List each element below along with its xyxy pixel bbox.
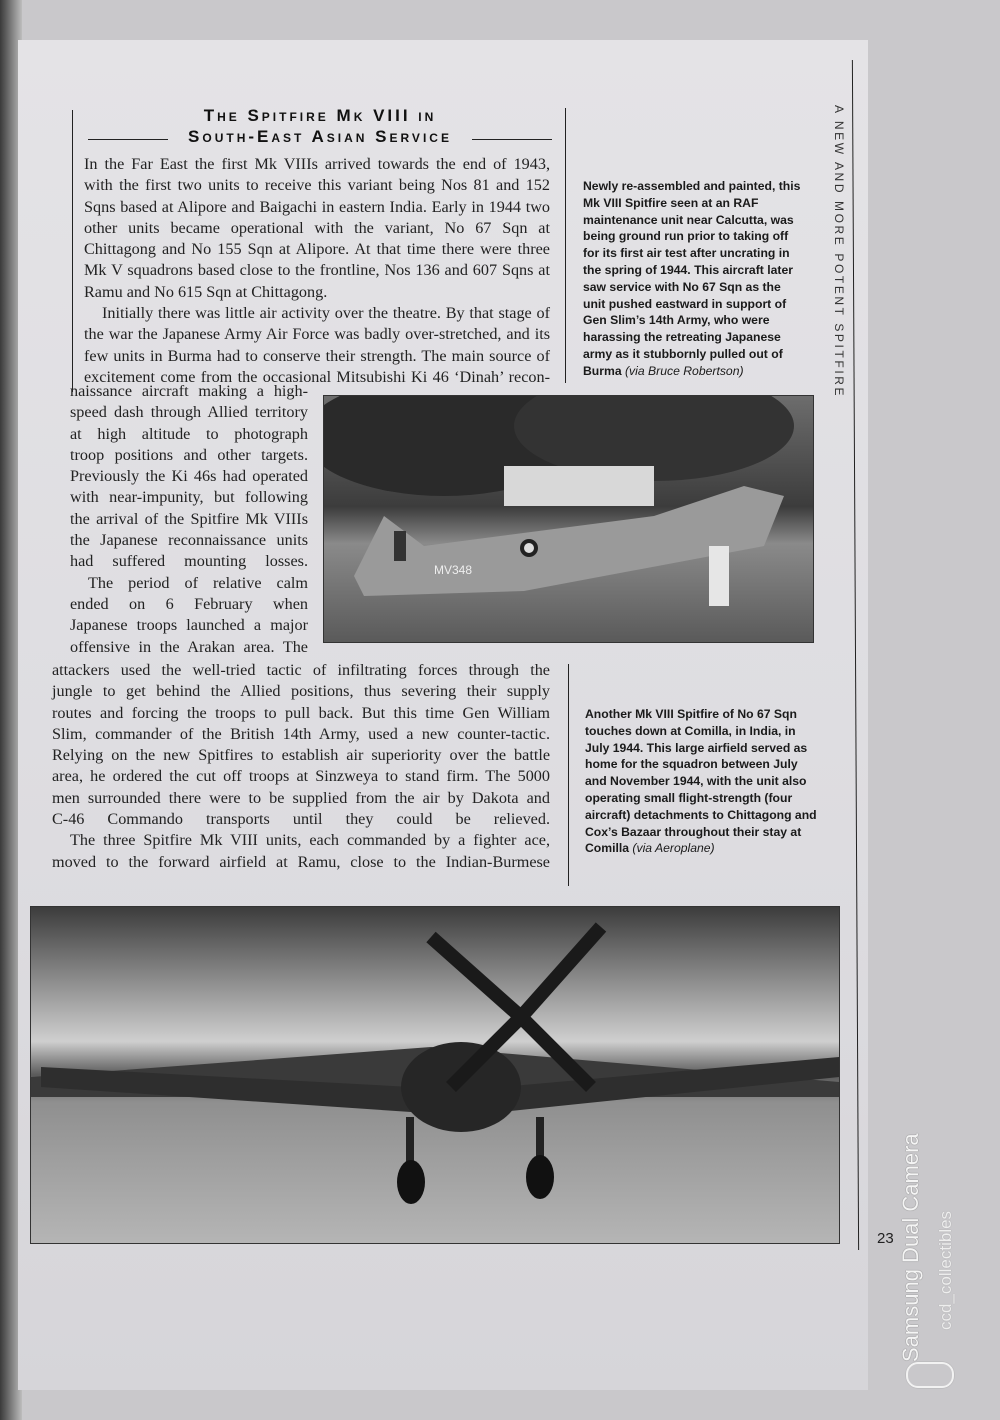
- section-title-line2: South-East Asian Service: [188, 127, 452, 146]
- body-text-line: Initially there was little air activity over the theatre. By that stage of: [102, 304, 550, 323]
- body-text-line: excitement come from the occasional Mitsubishi Ki 46 ‘Dinah’ recon-: [84, 367, 550, 386]
- body-text-line: attackers used the well-tried tactic of infiltrating forces through the: [52, 661, 550, 679]
- body-text-line: Previously the Ki 46s had operated: [70, 467, 308, 486]
- body-text-line: at high altitude to photograph: [70, 424, 308, 443]
- body-text-line: Slim, commander of the British 14th Army, used a new counter-tactic.: [52, 724, 550, 743]
- body-text-line: naissance aircraft making a high-: [70, 382, 308, 400]
- body-text-line: In the Far East the first Mk VIIIs arrived towards the end of 1943,: [84, 155, 550, 173]
- column-rule: [568, 664, 569, 886]
- body-text-block-3: [52, 660, 550, 873]
- body-text-line: men surrounded there were to be supplied from the air by Dakota and: [52, 788, 550, 807]
- page-number: 23: [877, 1230, 894, 1247]
- title-rule-left: [88, 139, 168, 140]
- title-rule-right: [472, 139, 552, 140]
- column-rule: [72, 110, 73, 392]
- photo-spitfire-maintenance-unit: [323, 395, 814, 643]
- body-text-line: area, he ordered the cut off troops at Sinzweya to stand firm. The 5000: [52, 767, 550, 786]
- body-text-line: offensive in the Arakan area. The: [70, 637, 308, 656]
- body-text-line: ended on 6 February when: [70, 594, 308, 613]
- dual-camera-icon: [906, 1362, 954, 1388]
- body-text-line: Chittagong and No 155 Sqn at Alipore. At that time there were three: [84, 240, 550, 259]
- body-text-line: with the first two units to receive this variant being Nos 81 and 152: [84, 176, 550, 195]
- photo2-caption: [585, 706, 817, 857]
- section-title-line1: The Spitfire Mk VIII in: [203, 106, 437, 125]
- aircraft-serial: MV348: [434, 563, 473, 577]
- column-rule: [565, 108, 566, 383]
- body-text-line: with near-impunity, but following: [70, 488, 308, 507]
- body-text-line: Relying on the new Spitfires to establish air superiority over the battle: [52, 746, 550, 765]
- user-watermark: ccd_collectibles: [936, 1210, 955, 1330]
- body-text-line: Sqns based at Alipore and Baigachi in eastern India. Early in 1944 two: [84, 197, 550, 216]
- body-text-line: moved to the forward airfield at Ramu, close to the Indian-Burmese: [52, 852, 550, 871]
- body-text-line: Mk V squadrons based close to the frontline, Nos 136 and 607 Sqns at: [84, 261, 550, 280]
- body-text-line: the war the Japanese Army Air Force was badly over-stretched, and its: [84, 325, 550, 344]
- photo-credit: (via Bruce Robertson): [625, 363, 744, 378]
- caption-text: Newly re-assembled and painted, this Mk VIII Spitfire seen at an RAF maintenance unit near Calcutta, was being ground run prior to taking off for its first air test after uncrating in the spring of 1944. This aircraft later saw service with No 67 Sqn as the unit pushed eastward in support of Gen Slim’s 14th Army, who were harassing the retreating Japanese army as it stubbornly pulled out of Burma: [583, 179, 801, 378]
- body-text-line: other units became operational with the variant, No 67 Sqn at: [84, 218, 550, 237]
- body-text-line: the arrival of the Spitfire Mk VIIIs: [70, 509, 308, 528]
- body-text-line: jungle to get behind the Allied positions, thus severing their supply: [52, 682, 550, 701]
- camera-watermark: Samsung Dual Camera: [898, 1133, 923, 1362]
- body-text-line: The three Spitfire Mk VIII units, each commanded by a fighter ace,: [70, 831, 550, 850]
- body-text-line: The period of relative calm: [88, 573, 308, 592]
- body-text-line: few units in Burma had to conserve their strength. The main source of: [84, 346, 550, 365]
- photo-credit: (via Aeroplane): [632, 841, 715, 856]
- body-text-line: the Japanese reconnaissance units: [70, 531, 308, 550]
- body-text-line: Ramu and No 615 Sqn at Chittagong.: [84, 282, 328, 301]
- photo-spitfire-comilla: [30, 906, 840, 1244]
- running-head: A NEW AND MORE POTENT SPITFIRE: [832, 105, 846, 399]
- body-text-block-1: [84, 154, 550, 388]
- body-text-line: Japanese troops launched a major: [70, 616, 308, 635]
- photo1-caption: [583, 178, 805, 380]
- body-text-line: C-46 Commando transports until they could be relieved.: [52, 810, 550, 829]
- body-text-line: routes and forcing the troops to pull back. But this time Gen William: [52, 703, 550, 722]
- body-text-line: had suffered mounting losses.: [70, 552, 308, 571]
- body-text-line: speed dash through Allied territory: [70, 403, 308, 422]
- body-text-block-2: [70, 381, 308, 658]
- body-text-line: troop positions and other targets.: [70, 445, 308, 464]
- caption-text: Another Mk VIII Spitfire of No 67 Sqn touches down at Comilla, in India, in July 1944. This large airfield served as home for the squadron between July and November 1944, with the unit also operating small flight-strength (four aircraft) detachments to Chittagong and Cox’s Bazaar throughout their stay at Comilla: [585, 707, 817, 856]
